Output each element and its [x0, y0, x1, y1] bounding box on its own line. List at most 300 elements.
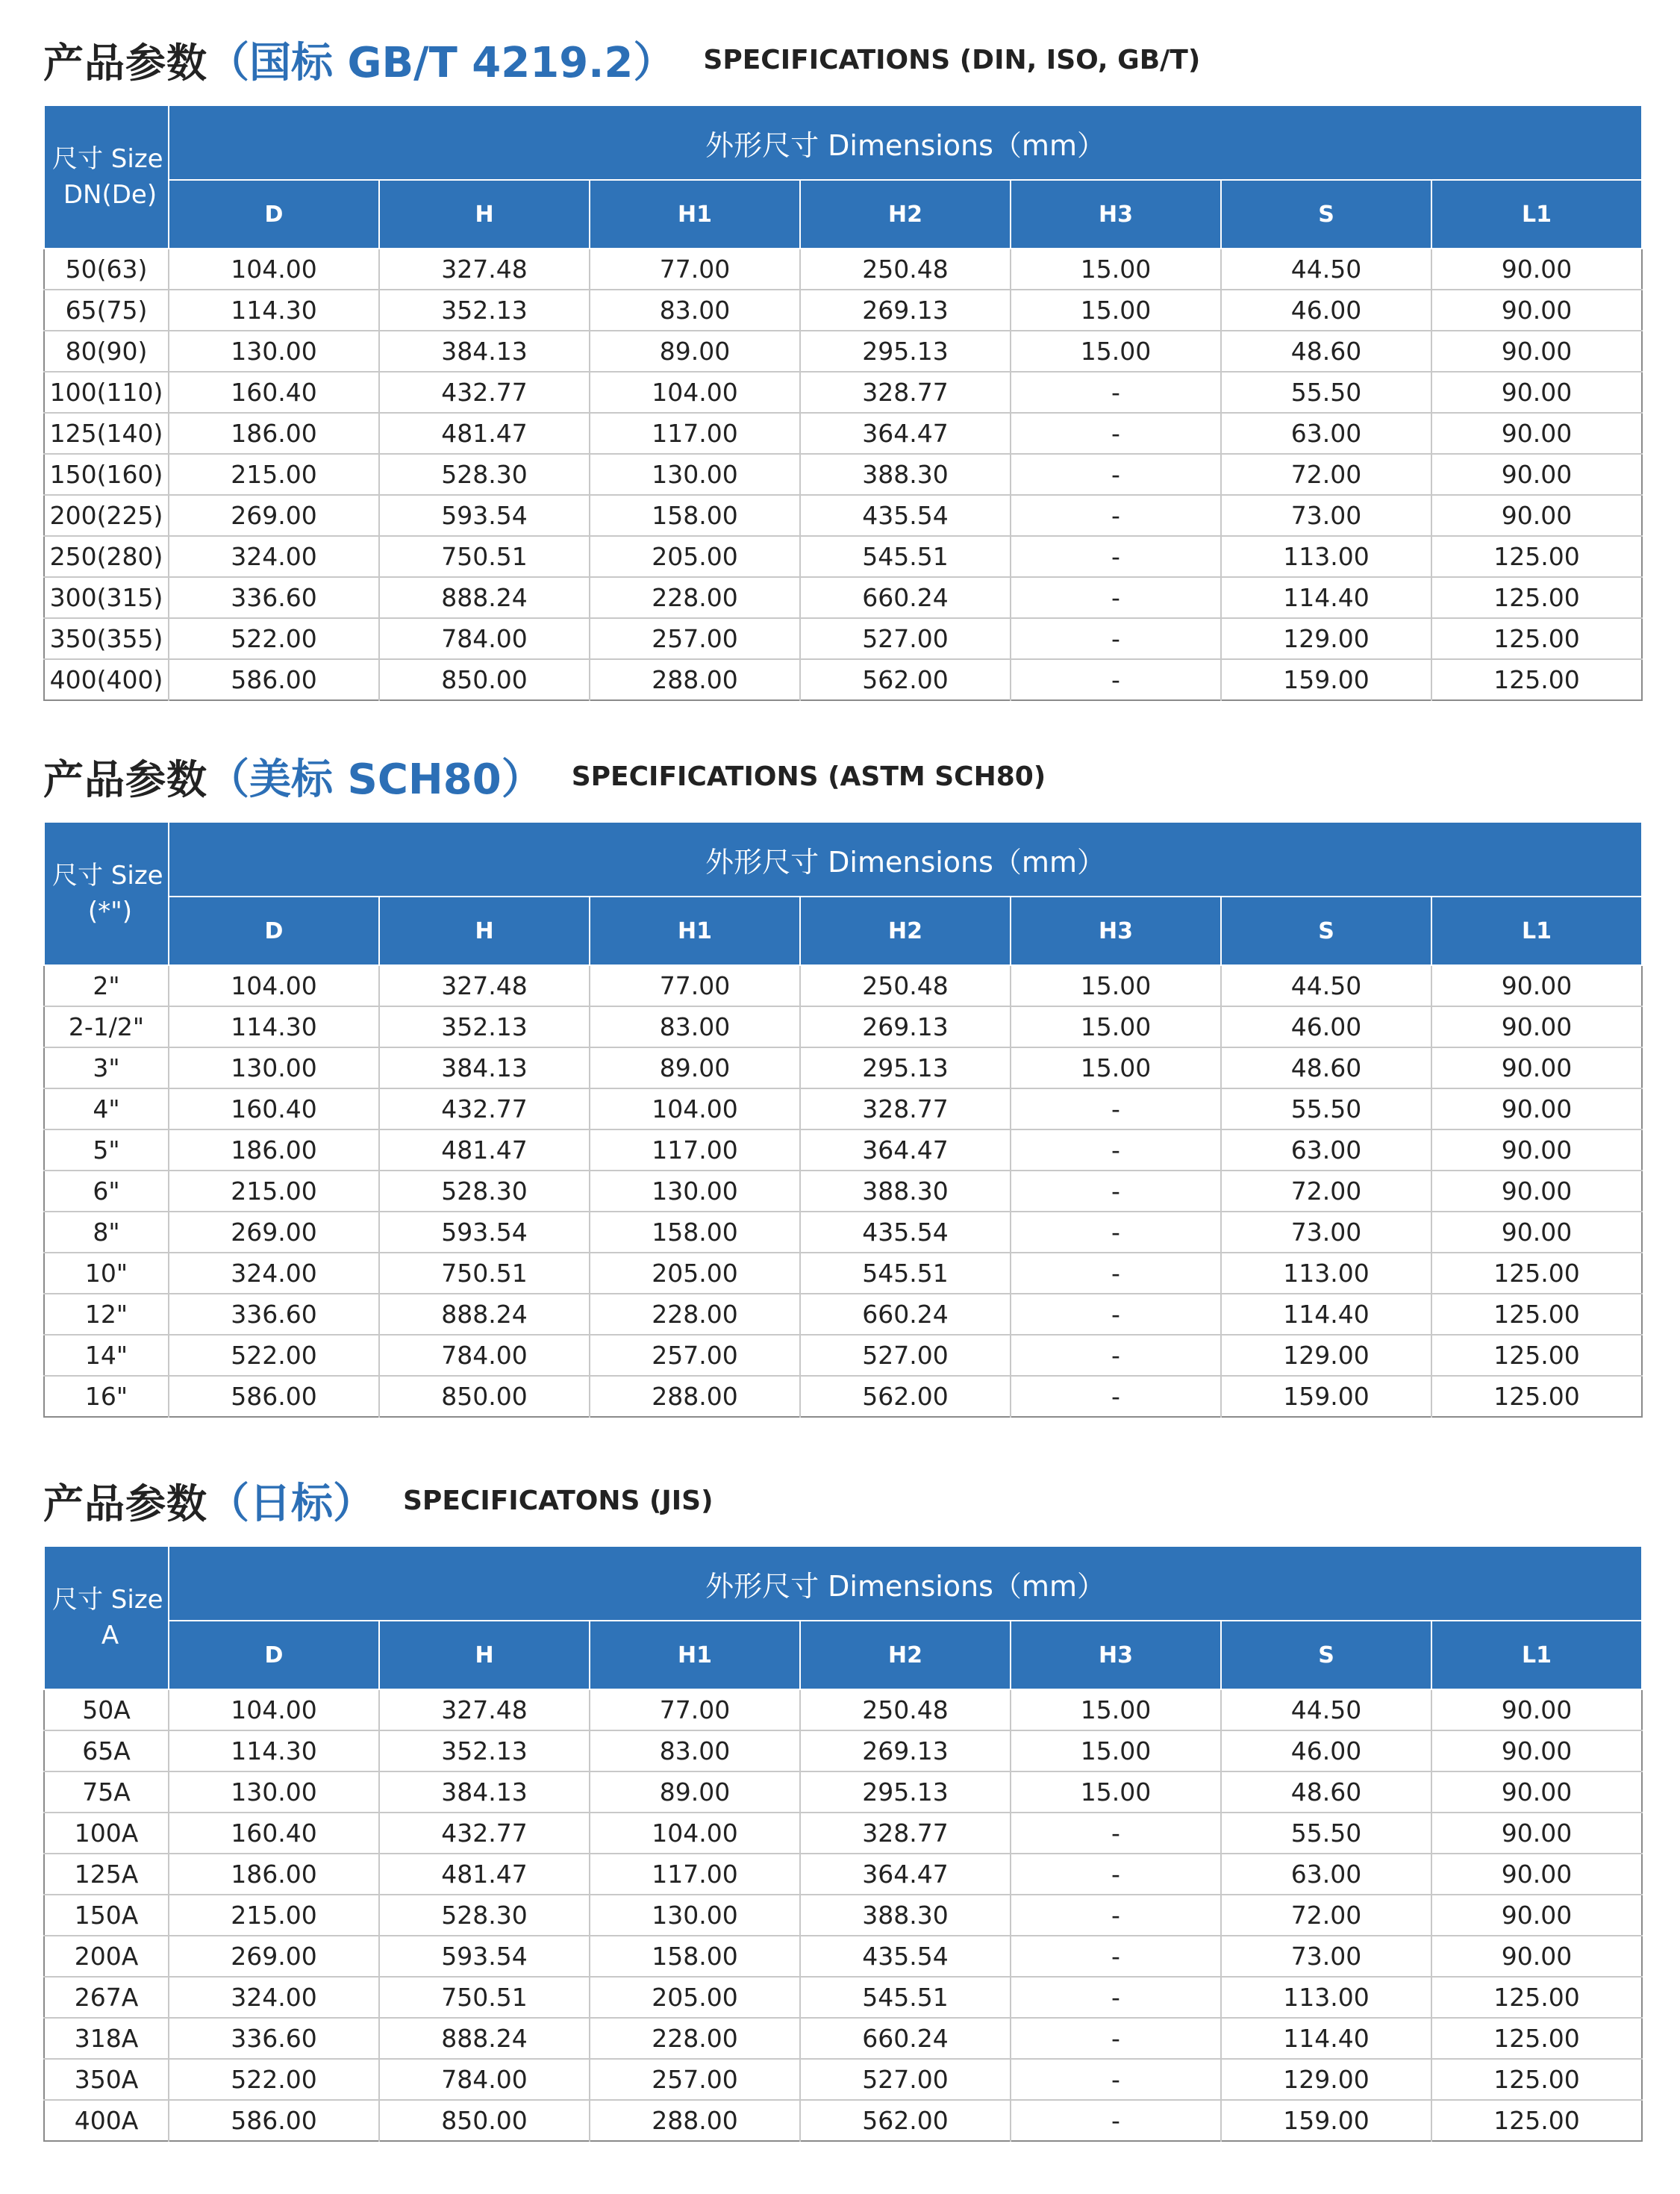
section-title-cn: 产品参数 — [43, 755, 207, 803]
value-cell: 83.00 — [590, 1006, 800, 1047]
table-row — [44, 290, 1642, 331]
value-cell: 215.00 — [169, 454, 379, 495]
size-cell: 12" — [44, 1294, 169, 1335]
size-header-line2: (*") — [87, 897, 133, 926]
value-cell: 432.77 — [379, 1813, 590, 1854]
size-cell: 250(280) — [44, 536, 169, 577]
table-row — [44, 1730, 1642, 1771]
table-row — [44, 1006, 1642, 1047]
value-cell: - — [1011, 618, 1221, 659]
value-cell: 295.13 — [800, 1771, 1011, 1813]
value-cell: 90.00 — [1431, 372, 1642, 413]
value-cell: 113.00 — [1221, 536, 1431, 577]
size-cell: 150A — [44, 1895, 169, 1936]
value-cell: 527.00 — [800, 1335, 1011, 1376]
size-cell: 318A — [44, 2018, 169, 2059]
column-header-h1: H1 — [590, 180, 800, 249]
table-row — [44, 1253, 1642, 1294]
value-cell: - — [1011, 1335, 1221, 1376]
value-cell: 388.30 — [800, 1895, 1011, 1936]
size-cell: 2-1/2" — [44, 1006, 169, 1047]
column-header-row — [44, 180, 1642, 249]
value-cell: 527.00 — [800, 2059, 1011, 2100]
column-header-s: S — [1221, 897, 1431, 965]
value-cell: 90.00 — [1431, 1129, 1642, 1171]
value-cell: - — [1011, 1212, 1221, 1253]
column-header-row — [44, 897, 1642, 965]
value-cell: - — [1011, 659, 1221, 700]
column-header-h: H — [379, 1621, 590, 1689]
value-cell: 125.00 — [1493, 2106, 1580, 2135]
value-cell: 90.00 — [1431, 249, 1642, 290]
value-cell: - — [1011, 495, 1221, 536]
table-row — [44, 618, 1642, 659]
size-cell: 200A — [44, 1936, 169, 1977]
value-cell: 73.00 — [1221, 1212, 1431, 1253]
value-cell: 158.00 — [590, 1212, 800, 1253]
value-cell: 125.00 — [1431, 1294, 1642, 1335]
size-cell: 300(315) — [44, 577, 169, 618]
value-cell: 90.00 — [1431, 1936, 1642, 1977]
value-cell: 90.00 — [1431, 1047, 1642, 1088]
value-cell: 114.40 — [1221, 1294, 1431, 1335]
value-cell: 130.00 — [590, 1171, 800, 1212]
value-cell: 90.00 — [1431, 495, 1642, 536]
value-cell: 72.00 — [1221, 1895, 1431, 1936]
value-cell: 159.00 — [1221, 2100, 1431, 2141]
value-cell: 72.00 — [1221, 454, 1431, 495]
value-cell: 90.00 — [1431, 965, 1642, 1006]
value-cell: 114.40 — [1221, 2018, 1431, 2059]
value-cell: 160.40 — [169, 372, 379, 413]
table-row — [44, 2100, 1642, 2141]
size-cell: 65(75) — [44, 290, 169, 331]
value-cell: 73.00 — [1221, 1936, 1431, 1977]
value-cell: - — [1011, 2100, 1221, 2141]
table-row — [44, 659, 1642, 700]
table-row — [44, 372, 1642, 413]
column-header-d: D — [169, 180, 379, 249]
value-cell: - — [1011, 1129, 1221, 1171]
value-cell: 364.47 — [800, 1129, 1011, 1171]
value-cell: 89.00 — [590, 1047, 800, 1088]
value-cell: 158.00 — [590, 495, 800, 536]
table-row — [44, 454, 1642, 495]
size-cell: 350(355) — [44, 618, 169, 659]
value-cell: 205.00 — [590, 1253, 800, 1294]
value-cell: - — [1011, 536, 1221, 577]
value-cell: 269.13 — [800, 290, 1011, 331]
spec-section — [43, 1456, 1642, 2142]
value-cell: 288.00 — [590, 2100, 800, 2141]
value-cell: 364.47 — [800, 1854, 1011, 1895]
value-cell: 352.13 — [379, 1730, 590, 1771]
value-cell: 250.48 — [800, 249, 1011, 290]
table-row — [44, 1936, 1642, 1977]
dimensions-header: 外形尺寸 Dimensions（mm） — [169, 1546, 1642, 1621]
value-cell: 660.24 — [800, 2018, 1011, 2059]
value-cell: - — [1011, 1253, 1221, 1294]
value-cell: 328.77 — [800, 1088, 1011, 1129]
value-cell: 83.00 — [590, 290, 800, 331]
size-cell: 50(63) — [44, 249, 169, 290]
value-cell: 324.00 — [169, 1977, 379, 2018]
value-cell: 593.54 — [379, 1212, 590, 1253]
value-cell: 15.00 — [1011, 1771, 1221, 1813]
value-cell: 114.40 — [1221, 577, 1431, 618]
value-cell: - — [1011, 413, 1221, 454]
dimensions-header: 外形尺寸 Dimensions（mm） — [169, 822, 1642, 897]
value-cell: 48.60 — [1221, 331, 1431, 372]
table-row — [44, 577, 1642, 618]
value-cell: 228.00 — [590, 2018, 800, 2059]
value-cell: 90.00 — [1431, 1212, 1642, 1253]
value-cell: 257.00 — [590, 1335, 800, 1376]
value-cell: 48.60 — [1221, 1771, 1431, 1813]
value-cell: 850.00 — [379, 2100, 590, 2141]
value-cell: 888.24 — [379, 2018, 590, 2059]
value-cell: 89.00 — [590, 1771, 800, 1813]
section-title — [43, 732, 1642, 821]
table-row — [44, 249, 1642, 290]
value-cell: 90.00 — [1431, 1854, 1642, 1895]
value-cell: - — [1011, 1376, 1221, 1417]
table-row — [44, 331, 1642, 372]
value-cell: 125.00 — [1431, 577, 1642, 618]
size-cell: 16" — [44, 1376, 169, 1417]
spec-table — [43, 105, 1643, 701]
section-title-en: SPECIFICATIONS (DIN, ISO, GB/T) — [703, 44, 1201, 75]
value-cell: - — [1011, 1088, 1221, 1129]
column-header-h3: H3 — [1011, 180, 1221, 249]
value-cell: 129.00 — [1221, 1335, 1431, 1376]
value-cell: 481.47 — [379, 1854, 590, 1895]
value-cell: 90.00 — [1431, 1088, 1642, 1129]
value-cell: 250.48 — [800, 965, 1011, 1006]
value-cell: 125.00 — [1493, 665, 1580, 694]
value-cell: 750.51 — [379, 536, 590, 577]
value-cell: 125.00 — [1431, 2018, 1642, 2059]
value-cell: 130.00 — [169, 1771, 379, 1813]
size-cell: 400(400) — [44, 659, 169, 700]
value-cell: 750.51 — [379, 1977, 590, 2018]
value-cell: 205.00 — [590, 1977, 800, 2018]
value-cell: 63.00 — [1221, 1854, 1431, 1895]
value-cell: 15.00 — [1011, 965, 1221, 1006]
table-row — [44, 2059, 1642, 2100]
table-row — [44, 1171, 1642, 1212]
value-cell: 117.00 — [590, 1854, 800, 1895]
column-header-h3: H3 — [1011, 897, 1221, 965]
value-cell: 44.50 — [1221, 249, 1431, 290]
size-cell: 100(110) — [44, 372, 169, 413]
value-cell: 114.30 — [169, 1730, 379, 1771]
value-cell: 522.00 — [169, 618, 379, 659]
column-header-h: H — [379, 180, 590, 249]
size-header-line1: 尺寸 Size — [52, 144, 163, 174]
spec-table — [43, 1545, 1643, 2142]
value-cell: 784.00 — [379, 618, 590, 659]
value-cell: 384.13 — [379, 331, 590, 372]
value-cell: 104.00 — [590, 1088, 800, 1129]
value-cell: 850.00 — [379, 1376, 590, 1417]
value-cell: 327.48 — [379, 1689, 590, 1730]
value-cell: 77.00 — [590, 249, 800, 290]
value-cell: 324.00 — [169, 536, 379, 577]
value-cell: 388.30 — [800, 454, 1011, 495]
column-header-h1: H1 — [590, 897, 800, 965]
section-title-en: SPECIFICATIONS (ASTM SCH80) — [571, 761, 1046, 792]
size-cell: 10" — [44, 1253, 169, 1294]
value-cell: 104.00 — [169, 1689, 379, 1730]
value-cell: 46.00 — [1221, 1006, 1431, 1047]
value-cell: 90.00 — [1431, 454, 1642, 495]
table-row — [44, 1977, 1642, 2018]
value-cell: 159.00 — [1221, 659, 1431, 700]
value-cell: 562.00 — [800, 2100, 1011, 2141]
spec-table — [43, 821, 1643, 1418]
value-cell: 55.50 — [1221, 1088, 1431, 1129]
value-cell: 384.13 — [379, 1771, 590, 1813]
spec-section — [43, 15, 1642, 701]
value-cell: 113.00 — [1221, 1253, 1431, 1294]
value-cell: 15.00 — [1011, 249, 1221, 290]
value-cell: 114.30 — [169, 1006, 379, 1047]
value-cell: - — [1011, 577, 1221, 618]
section-title-cn: 产品参数 — [43, 39, 207, 87]
size-cell: 65A — [44, 1730, 169, 1771]
value-cell: 117.00 — [590, 1129, 800, 1171]
table-row — [44, 1088, 1642, 1129]
value-cell: 77.00 — [590, 965, 800, 1006]
size-cell: 267A — [44, 1977, 169, 2018]
value-cell: 850.00 — [379, 659, 590, 700]
value-cell: 384.13 — [379, 1047, 590, 1088]
column-header-s: S — [1221, 180, 1431, 249]
value-cell: 888.24 — [379, 1294, 590, 1335]
section-title-cn: 产品参数 — [43, 1480, 207, 1527]
value-cell: 586.00 — [169, 659, 379, 700]
value-cell: 336.60 — [169, 1294, 379, 1335]
size-cell: 3" — [44, 1047, 169, 1088]
value-cell: 435.54 — [800, 1936, 1011, 1977]
size-header-line2: DN(De) — [63, 180, 157, 210]
value-cell: 90.00 — [1431, 1813, 1642, 1854]
value-cell: 228.00 — [590, 577, 800, 618]
value-cell: 63.00 — [1221, 413, 1431, 454]
value-cell: 72.00 — [1221, 1171, 1431, 1212]
value-cell: 46.00 — [1221, 290, 1431, 331]
section-title-standard: （美标 SCH80） — [207, 755, 543, 804]
column-header-d: D — [169, 1621, 379, 1689]
value-cell: 130.00 — [590, 1895, 800, 1936]
column-header-d: D — [169, 897, 379, 965]
value-cell: - — [1011, 1813, 1221, 1854]
value-cell: 269.00 — [169, 1936, 379, 1977]
value-cell: 44.50 — [1221, 1689, 1431, 1730]
column-header-l1: L1 — [1431, 897, 1642, 965]
value-cell: 90.00 — [1431, 1771, 1642, 1813]
value-cell: 215.00 — [169, 1895, 379, 1936]
value-cell: 125.00 — [1493, 1382, 1580, 1411]
table-row — [44, 1854, 1642, 1895]
table-row — [44, 536, 1642, 577]
section-title — [43, 15, 1642, 105]
table-row — [44, 495, 1642, 536]
value-cell: 129.00 — [1221, 2059, 1431, 2100]
value-cell: - — [1011, 1895, 1221, 1936]
value-cell: 295.13 — [800, 1047, 1011, 1088]
value-cell: - — [1011, 454, 1221, 495]
dimensions-header: 外形尺寸 Dimensions（mm） — [169, 105, 1642, 180]
size-cell: 125(140) — [44, 413, 169, 454]
size-cell: 8" — [44, 1212, 169, 1253]
value-cell: 545.51 — [800, 1977, 1011, 2018]
value-cell: 562.00 — [800, 1376, 1011, 1417]
value-cell: 160.40 — [169, 1088, 379, 1129]
value-cell: 336.60 — [169, 2018, 379, 2059]
column-header-l1: L1 — [1431, 1621, 1642, 1689]
value-cell: 481.47 — [379, 413, 590, 454]
column-header-h2: H2 — [800, 1621, 1011, 1689]
value-cell: 125.00 — [1431, 1253, 1642, 1294]
table-body — [44, 965, 1642, 1417]
value-cell: 125.00 — [1431, 1977, 1642, 2018]
column-header-h3: H3 — [1011, 1621, 1221, 1689]
value-cell: 324.00 — [169, 1253, 379, 1294]
size-cell: 100A — [44, 1813, 169, 1854]
value-cell: 83.00 — [590, 1730, 800, 1771]
size-cell: 50A — [44, 1689, 169, 1730]
column-header-h: H — [379, 897, 590, 965]
value-cell: 186.00 — [169, 1854, 379, 1895]
column-header-h1: H1 — [590, 1621, 800, 1689]
value-cell: 90.00 — [1431, 1895, 1642, 1936]
size-cell: 350A — [44, 2059, 169, 2100]
size-cell: 4" — [44, 1088, 169, 1129]
value-cell: 522.00 — [169, 2059, 379, 2100]
value-cell: 522.00 — [169, 1335, 379, 1376]
value-cell: 129.00 — [1221, 618, 1431, 659]
value-cell: 73.00 — [1221, 495, 1431, 536]
value-cell: 55.50 — [1221, 372, 1431, 413]
size-header — [44, 1546, 169, 1689]
size-cell: 5" — [44, 1129, 169, 1171]
section-title-standard: （日标） — [207, 1480, 375, 1528]
table-row — [44, 1376, 1642, 1417]
value-cell: - — [1011, 1171, 1221, 1212]
value-cell: 46.00 — [1221, 1730, 1431, 1771]
value-cell: 15.00 — [1011, 1689, 1221, 1730]
value-cell: 215.00 — [169, 1171, 379, 1212]
table-row — [44, 1047, 1642, 1088]
value-cell: 130.00 — [169, 1047, 379, 1088]
value-cell: 269.00 — [169, 495, 379, 536]
section-title — [43, 1456, 1642, 1545]
column-header-h2: H2 — [800, 897, 1011, 965]
value-cell: 364.47 — [800, 413, 1011, 454]
value-cell: 104.00 — [590, 372, 800, 413]
value-cell: 114.30 — [169, 290, 379, 331]
value-cell: 90.00 — [1431, 1730, 1642, 1771]
value-cell: 593.54 — [379, 495, 590, 536]
value-cell: 545.51 — [800, 536, 1011, 577]
value-cell: 528.30 — [379, 1171, 590, 1212]
value-cell: 481.47 — [379, 1129, 590, 1171]
value-cell: 435.54 — [800, 495, 1011, 536]
value-cell: 63.00 — [1221, 1129, 1431, 1171]
table-row — [44, 1129, 1642, 1171]
value-cell: - — [1011, 372, 1221, 413]
column-header-h2: H2 — [800, 180, 1011, 249]
value-cell: - — [1011, 2018, 1221, 2059]
table-row — [44, 1895, 1642, 1936]
size-cell: 125A — [44, 1854, 169, 1895]
value-cell: 15.00 — [1011, 1047, 1221, 1088]
size-cell: 2" — [44, 965, 169, 1006]
value-cell: 288.00 — [590, 659, 800, 700]
size-header — [44, 105, 169, 249]
value-cell: 388.30 — [800, 1171, 1011, 1212]
value-cell: 660.24 — [800, 1294, 1011, 1335]
value-cell: 586.00 — [169, 1376, 379, 1417]
value-cell: 432.77 — [379, 1088, 590, 1129]
value-cell: 432.77 — [379, 372, 590, 413]
size-cell: 400A — [44, 2100, 169, 2141]
size-header-line1: 尺寸 Size — [52, 861, 163, 891]
value-cell: 125.00 — [1431, 618, 1642, 659]
table-row — [44, 1212, 1642, 1253]
table-row — [44, 1771, 1642, 1813]
value-cell: - — [1011, 1936, 1221, 1977]
table-row — [44, 1689, 1642, 1730]
value-cell: 586.00 — [169, 2100, 379, 2141]
value-cell: 159.00 — [1221, 1376, 1431, 1417]
table-row — [44, 2018, 1642, 2059]
value-cell: 77.00 — [590, 1689, 800, 1730]
value-cell: 562.00 — [800, 659, 1011, 700]
value-cell: 336.60 — [169, 577, 379, 618]
value-cell: 257.00 — [590, 618, 800, 659]
size-cell: 6" — [44, 1171, 169, 1212]
value-cell: 130.00 — [169, 331, 379, 372]
size-cell: 200(225) — [44, 495, 169, 536]
value-cell: 15.00 — [1011, 290, 1221, 331]
value-cell: 288.00 — [590, 1376, 800, 1417]
table-row — [44, 1294, 1642, 1335]
value-cell: 352.13 — [379, 1006, 590, 1047]
column-header-s: S — [1221, 1621, 1431, 1689]
value-cell: 888.24 — [379, 577, 590, 618]
value-cell: 186.00 — [169, 1129, 379, 1171]
value-cell: 125.00 — [1431, 1335, 1642, 1376]
value-cell: 44.50 — [1221, 965, 1431, 1006]
value-cell: 55.50 — [1221, 1813, 1431, 1854]
value-cell: 90.00 — [1431, 331, 1642, 372]
value-cell: 90.00 — [1431, 1689, 1642, 1730]
value-cell: 269.13 — [800, 1006, 1011, 1047]
size-cell: 14" — [44, 1335, 169, 1376]
size-cell: 150(160) — [44, 454, 169, 495]
value-cell: - — [1011, 2059, 1221, 2100]
value-cell: 90.00 — [1431, 290, 1642, 331]
value-cell: 228.00 — [590, 1294, 800, 1335]
value-cell: 593.54 — [379, 1936, 590, 1977]
value-cell: - — [1011, 1854, 1221, 1895]
value-cell: 90.00 — [1431, 1006, 1642, 1047]
value-cell: 104.00 — [590, 1813, 800, 1854]
value-cell: 130.00 — [590, 454, 800, 495]
